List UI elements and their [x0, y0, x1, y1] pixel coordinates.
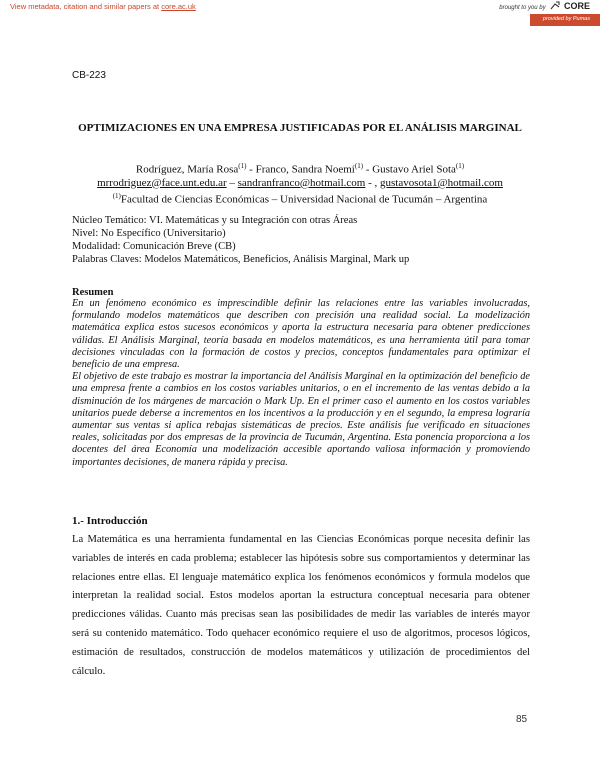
section-heading-introduccion: 1.- Introducción — [72, 515, 148, 527]
author-separator-2: - — [363, 163, 373, 176]
email-separator-1: – — [226, 176, 238, 189]
page-number: 85 — [516, 714, 528, 725]
meta-keywords: Palabras Claves: Modelos Matemáticos, Beneficios, Análisis Marginal, Mark up — [72, 254, 410, 265]
abstract-paragraph-2: El objetivo de este trabajo es mostrar la importancia del Análisis Marginal en la optimización del beneficio de una empresa frente a cambios en los costos variables unitarios, o en el incremento de las ventas debido a la disminución de los márgenes de marcación o Mark Up. En el primer caso el aumento en los costos variables unitarios puede deberse a incrementos en los incentivos a la producción y en el segundo, la empresa lograría aumentar sus ventas si aplica rebajas sistemáticas de precios. Este análisis fue verificado en situaciones reales, solicitadas por dos empresas de la provincia de Tucumán, Argentina. Esta ponencia proporciona a los docentes del área Economía una modelización accesible aportando valiosa información y promoviendo importantes decisiones, de manera rápida y precisa. — [72, 371, 530, 468]
core-logo: CORE — [563, 1, 590, 11]
author-separator-1: - — [246, 163, 256, 176]
email-separator-2: - , — [365, 176, 381, 189]
meta-level: Nivel: No Específico (Universitario) — [72, 228, 226, 239]
resumen-heading: Resumen — [72, 287, 114, 298]
provided-by-bar — [530, 14, 600, 26]
author-2: Franco, Sandra Noemí — [255, 163, 355, 176]
abstract — [72, 298, 530, 469]
brought-text: brought to you by — [499, 5, 546, 11]
author-3: Gustavo Ariel Sota — [372, 163, 456, 176]
author-block — [72, 160, 528, 206]
affil-mark-1: (1) — [238, 162, 247, 170]
core-site-link[interactable]: core.ac.uk — [161, 2, 196, 11]
metadata-block — [72, 214, 409, 266]
affil-mark-3: (1) — [455, 162, 465, 170]
paper-code: CB-223 — [72, 70, 106, 81]
paper-title: OPTIMIZACIONES EN UNA EMPRESA JUSTIFICADAS POR EL ANÁLISIS MARGINAL — [78, 122, 522, 134]
affiliation-line — [72, 190, 528, 207]
author-1: Rodríguez, María Rosa — [135, 163, 239, 176]
core-top-bar — [0, 0, 600, 14]
abstract-paragraph-1: En un fenómeno económico es imprescindible definir las relaciones entre las variables involucradas, formulando modelos matemáticos que describen con precisión una realidad social. La modelización matemática explica estos sucesos económicos y aporta la estructura necesaria para obtener predicciones válidas. El Análisis Marginal, teoría basada en modelos matemáticos, es una herramienta útil para tomar decisiones vinculadas con la formación de costos y precios, conceptos fundamentales para optimizar el beneficio de una empresa. — [72, 298, 530, 371]
meta-modality: Modalidad: Comunicación Breve (CB) — [72, 241, 236, 252]
core-arrow-icon — [550, 1, 560, 11]
metadata-link-prefix[interactable]: View metadata, citation and similar papers at — [10, 2, 160, 11]
brought-to-you-badge[interactable] — [499, 1, 590, 11]
section-body-introduccion: La Matemática es una herramienta fundamental en las Ciencias Económicas porque necesita definir las variables de interés en cada problema; establecer las hipótesis sobre sus comportamientos y determinar las relaciones entre ellas. El lenguaje matemático explica los fenómenos económicos y formula modelos que interpretan la realidad social. Estos modelos aportan la estructura conceptual necesaria para obtener predicciones válidas. Cuanto más precisas sean las posibilidades de medir las variables de interés mayor será su contenido matemático. Todo quehacer económico requiere el uso de algoritmos, procesos lógicos, estimación de resultados, construcción de modelos matemáticos y utilización de procedimientos del cálculo. — [72, 534, 530, 677]
email-link-1[interactable]: mrrodriguez@face.unt.edu.ar — [97, 176, 227, 189]
email-link-2[interactable]: sandranfranco@hotmail.com — [237, 176, 366, 189]
metadata-link[interactable] — [10, 2, 196, 11]
provided-text: provided by Pumas — [542, 16, 590, 22]
email-line — [72, 177, 528, 190]
author-line — [72, 160, 528, 177]
meta-topic: Núcleo Temático: VI. Matemáticas y su Integración con otras Áreas — [72, 215, 358, 226]
affiliation: Facultad de Ciencias Económicas – Universidad Nacional de Tucumán – Argentina — [120, 193, 488, 206]
email-link-3[interactable]: gustavosota1@hotmail.com — [380, 176, 503, 189]
affil-mark-4: (1) — [112, 191, 121, 200]
affil-mark-2: (1) — [354, 162, 364, 170]
